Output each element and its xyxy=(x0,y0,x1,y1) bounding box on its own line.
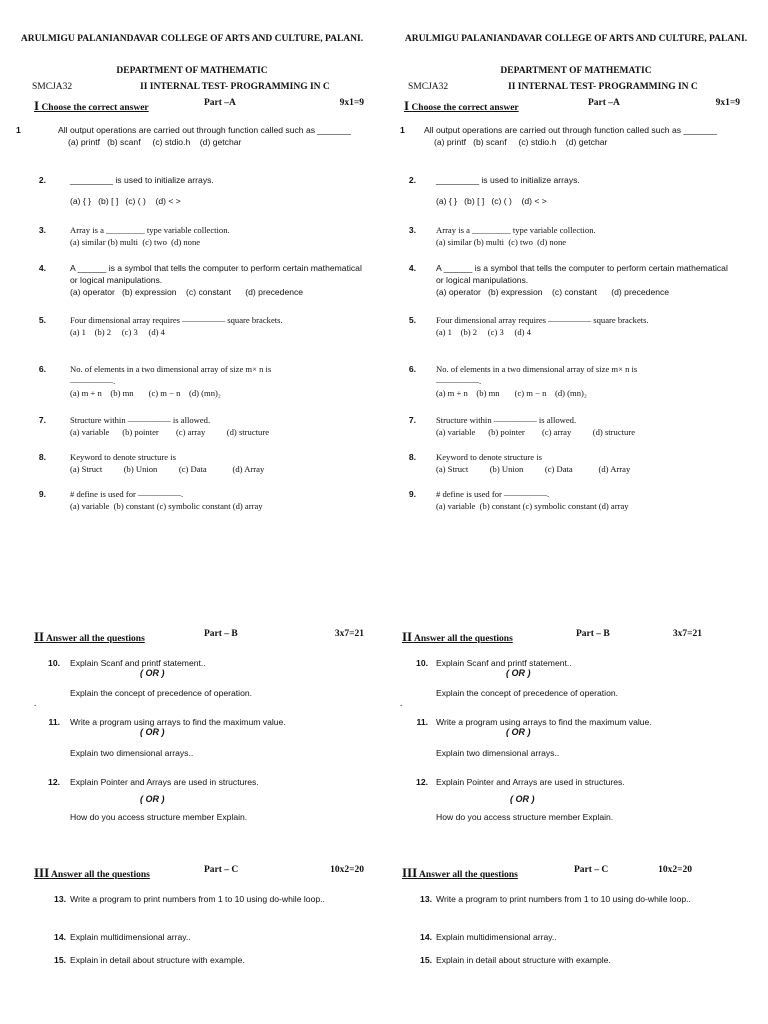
department-name: DEPARTMENT OF MATHEMATIC xyxy=(116,66,268,76)
course-code: SMCJA32 xyxy=(32,82,73,92)
or-label: ( OR ) xyxy=(510,794,535,804)
question-11-alternative: Explain two dimensional arrays.. xyxy=(436,748,560,758)
question-paper-copy-left: ARULMIGU PALANIANDAVAR COLLEGE OF ARTS AND CULTURE, PALANI. DEPARTMENT OF MATHEMATIC SMCJA32 II INTERNAL TEST- PROGRAMMING IN C I Choose the correct answer Part –A 9x1=9 1 All output operations are carried out through function called such as _______ (a) printf (b) scanf (c) stdio.h (d) getchar 2. _________ is used to initialize arrays. (a) { } (b) [ ] (c) ( ) (d) < > 3. Array is a _________ type variable collection. (a) similar (b) multi (c) two (d) none 4. A ______ is a symbol that tells the computer to perform certain mathematical or logical manipulations. (a) operator (b) expression (c) constant (d) precedence 5. Four dimensional array requires ————— square brackets. (a) 1 (b) 2 (c) 3 (d) 4 6. No. of elements in a two dimensional array of size m× n is —————. (a) m + n (b) mn (c) m − n (d) (mn)₂ 7. Structure within ————— is allowed. (a) variable (b) pointer (c) array (d) structure 8. Keyword to denote structure is (a) Struct (b) Union (c) Data (d) Array 9. # define is used for —————. (a) variable (b) constant (c) symbolic constant (d) array II Answer all the questions Part – B 3x7=21 10. Explain Scanf and printf statement.. ( OR ) Explain the concept of precedence of operation. . 11. Write a program using arrays to find the maximum value. ( OR ) Explain two dimensional arrays.. 12. Explain Pointer and Arrays are used in structures. ( OR ) How do you access structure member Explain. III Answer all the questions Part – C 10x2=20 13. Write a program to print numbers from 1 to 10 using do-while loop.. 14. Explain multidimensional array.. 15. Explain in detail about structure with example. xyxy=(8,0,376,1024)
or-label: ( OR ) xyxy=(140,727,165,737)
section-header-part-c: III Answer all the questions Part – C 10x2=20 xyxy=(34,865,364,880)
section-header-part-c: III Answer all the questions Part – C 10x2=20 xyxy=(402,865,692,880)
course-code: SMCJA32 xyxy=(408,82,449,92)
test-title: II INTERNAL TEST- PROGRAMMING IN C xyxy=(508,82,698,92)
or-label: ( OR ) xyxy=(140,668,165,678)
stray-dot: . xyxy=(400,698,403,708)
test-title: II INTERNAL TEST- PROGRAMMING IN C xyxy=(140,82,330,92)
stray-dot: . xyxy=(34,698,37,708)
question-paper-copy-right: ARULMIGU PALANIANDAVAR COLLEGE OF ARTS AND CULTURE, PALANI. DEPARTMENT OF MATHEMATIC SMCJA32 II INTERNAL TEST- PROGRAMMING IN C I Choose the correct answer Part –A 9x1=9 1 All output operations are carried out through function called such as _______ (a) printf (b) scanf (c) stdio.h (d) getchar 2. _________ is used to initialize arrays. (a) { } (b) [ ] (c) ( ) (d) < > 3. Array is a _________ type variable collection. (a) similar (b) multi (c) two (d) none 4. A ______ is a symbol that tells the computer to perform certain mathematical or logical manipulations. (a) operator (b) expression (c) constant (d) precedence 5. Four dimensional array requires ————— square brackets. (a) 1 (b) 2 (c) 3 (d) 4 6. No. of elements in a two dimensional array of size m× n is —————. (a) m + n (b) mn (c) m − n (d) (mn)₂ 7. Structure within ————— is allowed. (a) variable (b) pointer (c) array (d) structure 8. Keyword to denote structure is (a) Struct (b) Union (c) Data (d) Array 9. # define is used for —————. (a) variable (b) constant (c) symbolic constant (d) array II Answer all the questions Part – B 3x7=21 10. Explain Scanf and printf statement.. ( OR ) Explain the concept of precedence of operation. . 11. Write a program using arrays to find the maximum value. ( OR ) Explain two dimensional arrays.. 12. Explain Pointer and Arrays are used in structures. ( OR ) How do you access structure member Explain. III Answer all the questions Part – C 10x2=20 13. Write a program to print numbers from 1 to 10 using do-while loop.. 14. Explain multidimensional array.. 15. Explain in detail about structure with example. xyxy=(392,0,760,1024)
question-10-alternative: Explain the concept of precedence of operation. xyxy=(70,688,253,698)
question-12-alternative: How do you access structure member Explain. xyxy=(70,812,248,822)
or-label: ( OR ) xyxy=(140,794,165,804)
or-label: ( OR ) xyxy=(506,668,531,678)
section-header-part-b: II Answer all the questions Part – B 3x7=21 xyxy=(402,629,702,644)
or-label: ( OR ) xyxy=(506,727,531,737)
department-name: DEPARTMENT OF MATHEMATIC xyxy=(500,66,652,76)
college-name: ARULMIGU PALANIANDAVAR COLLEGE OF ARTS AND CULTURE, PALANI. xyxy=(20,34,364,44)
question-11-alternative: Explain two dimensional arrays.. xyxy=(70,748,194,758)
question-12-alternative: How do you access structure member Explain. xyxy=(436,812,614,822)
college-name: ARULMIGU PALANIANDAVAR COLLEGE OF ARTS AND CULTURE, PALANI. xyxy=(404,34,748,44)
section-header-part-a: I Choose the correct answer Part –A 9x1=9 xyxy=(404,98,740,113)
question-10-alternative: Explain the concept of precedence of operation. xyxy=(436,688,619,698)
section-header-part-a: I Choose the correct answer Part –A 9x1=9 xyxy=(34,98,364,113)
section-header-part-b: II Answer all the questions Part – B 3x7=21 xyxy=(34,629,364,644)
